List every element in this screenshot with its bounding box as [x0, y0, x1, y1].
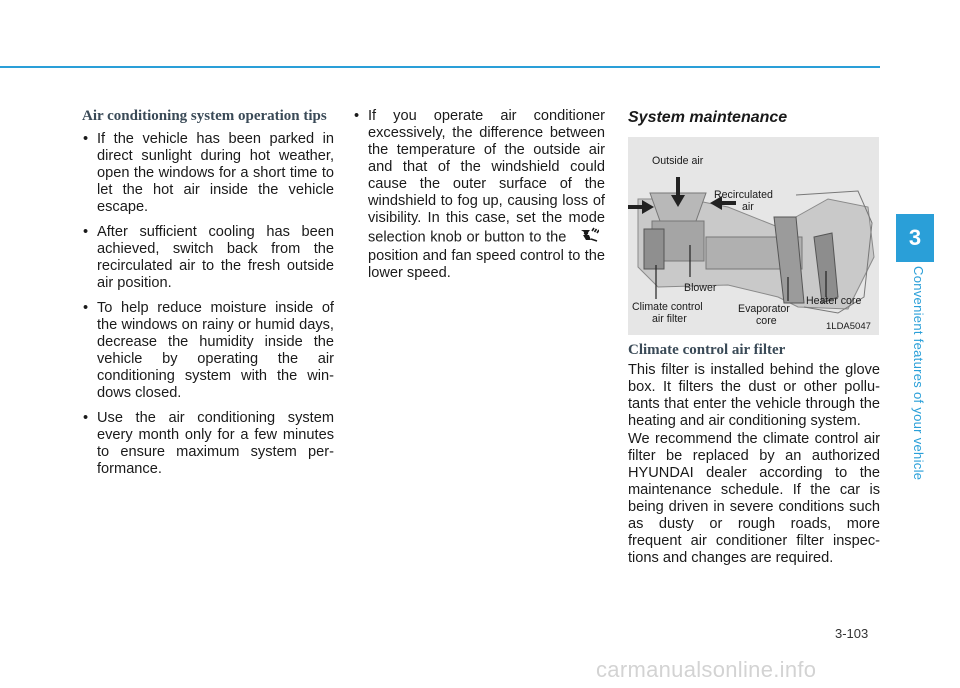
list-item: • If the vehicle has been parked in direct sunlight during hot weather, open the windows for a short time to let the hot air inside the vehicle escape. — [82, 131, 334, 216]
list-item: • To help reduce moisture inside of the windows on rainy or humid days, decrease the humidity inside the vehicle by operating the air conditioning system with the win-dows closed. — [82, 300, 334, 402]
list-item: • Use the air conditioning system every month only for a few minutes to ensure maximum system per-formance. — [82, 410, 334, 478]
chapter-title: Convenient features of your vehicle — [911, 266, 926, 481]
climate-filter-label-line1: Climate control — [632, 301, 703, 313]
fog-warning-list — [353, 108, 605, 282]
climate-system-diagram — [628, 137, 879, 335]
evaporator-label-line1: Evaporator — [738, 303, 790, 315]
ac-tips-heading: Air conditioning system operation tips — [82, 108, 327, 124]
outside-air-label: Outside air — [652, 155, 704, 167]
defrost-floor-mode-icon — [571, 227, 605, 248]
list-item: • After sufficient cooling has been achieved, switch back from the recirculated air to the fresh outside air position. — [82, 224, 334, 292]
list-item — [353, 108, 605, 282]
fog-text-after-icon: position and fan speed control to the lower speed. — [368, 248, 605, 281]
ac-tips-list — [82, 131, 334, 478]
recirculated-air-label-line1: Recirculated — [714, 189, 773, 201]
climate-filter-label-line2: air filter — [652, 313, 687, 325]
header-rule — [0, 66, 880, 68]
heater-core-label: Heater core — [806, 295, 862, 307]
filter-paragraph-2: We recommend the climate control air filter be replaced by an authorized HYUNDAI dealer according to the maintenance schedule. If the car is being driven in severe conditions such as dusty or rough roads, more frequent air conditioner filter inspec-tions and changes are required. — [628, 431, 880, 566]
climate-filter-heading: Climate control air filter — [628, 342, 786, 358]
fog-text-before-icon: If you operate air conditioner excessively, the difference between the temperature of the outside air and that of the windshield could cause the outer surface of the windshield to fog up, causing loss of visibility. In this case, set the mode selection knob or button to the — [368, 108, 605, 246]
page-number: 3-103 — [835, 626, 869, 641]
figure-code: 1LDA5047 — [826, 321, 871, 332]
recirculated-air-label-line2: air — [742, 201, 754, 213]
left-column — [82, 108, 334, 486]
system-maintenance-heading: System maintenance — [628, 109, 788, 126]
chapter-tab: 3 — [896, 214, 934, 262]
blower-label: Blower — [684, 282, 717, 294]
watermark: carmanualsonline.info — [596, 657, 817, 682]
right-column — [628, 108, 880, 128]
filter-paragraph-1: This filter is installed behind the glove box. It filters the dust or other pollu-tants that enter the vehicle through the heating and air conditioning system. — [628, 362, 880, 429]
evaporator-label-line2: core — [756, 315, 777, 327]
middle-column — [353, 108, 605, 290]
